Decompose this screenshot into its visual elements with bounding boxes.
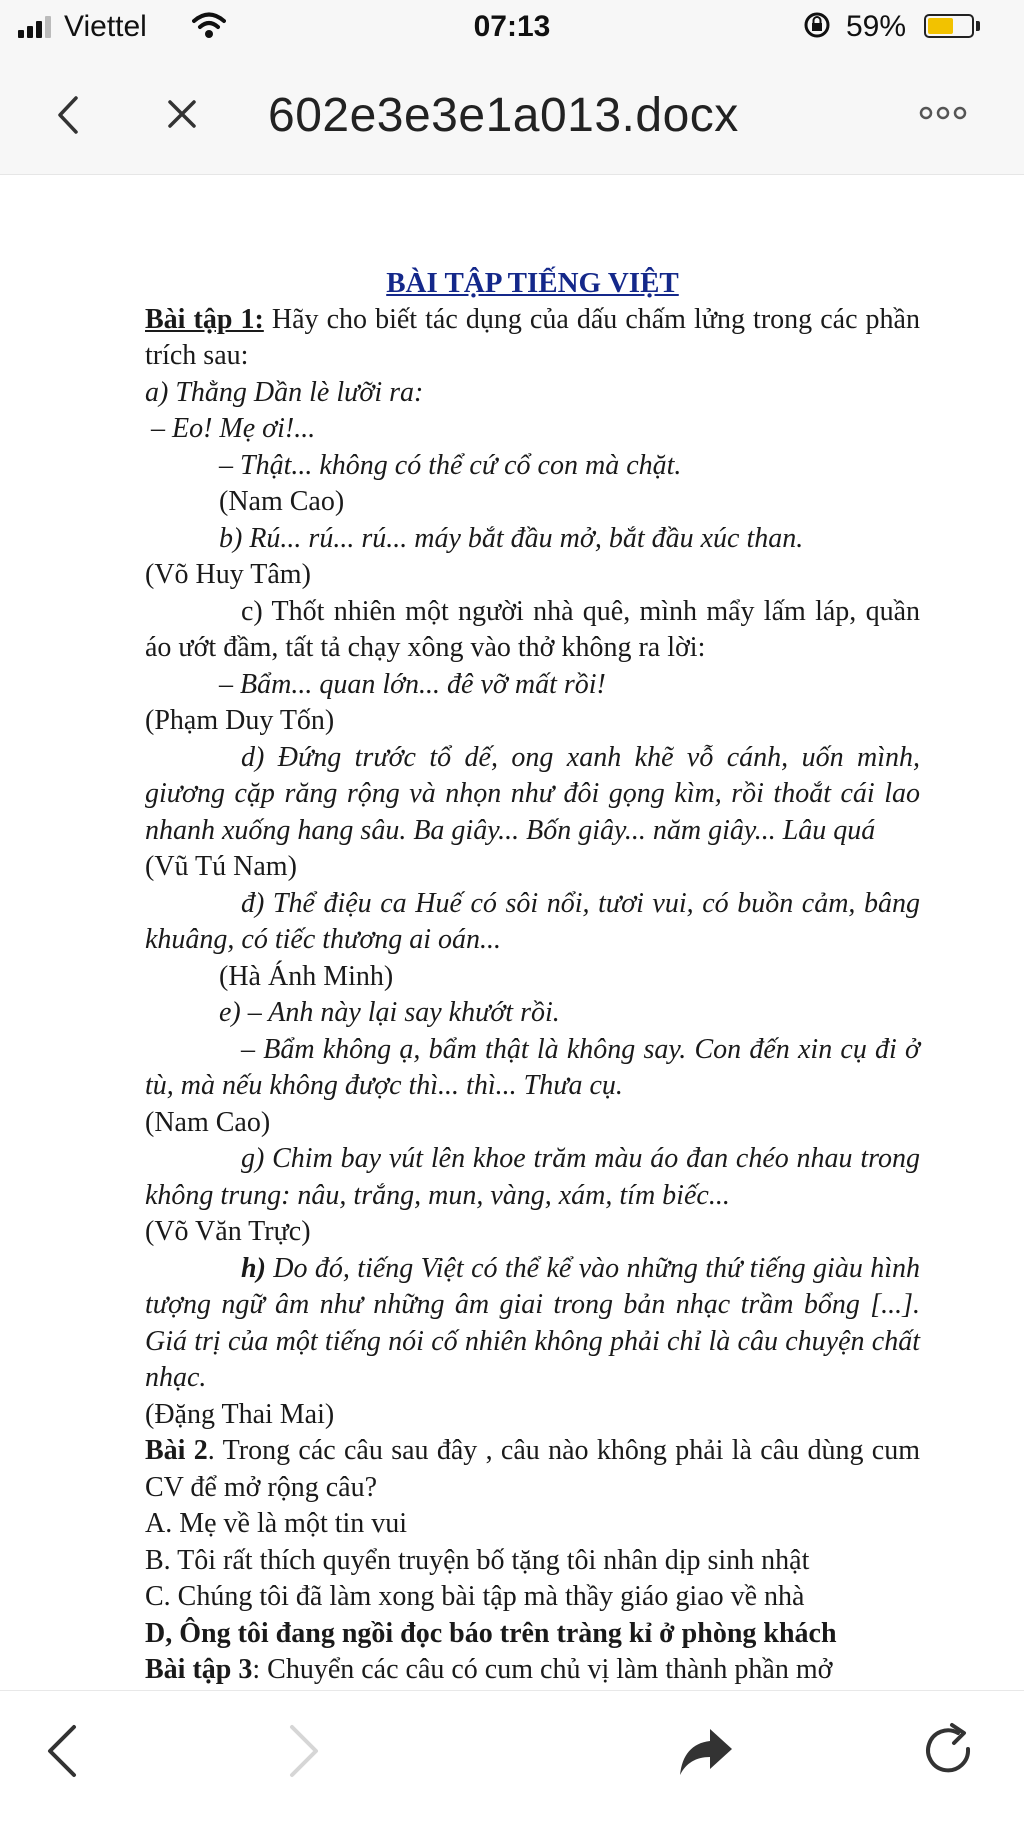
part-a: a) Thằng Dần lè lưỡi ra: — [145, 376, 424, 408]
exercise-1 — [145, 302, 920, 375]
back-chevron-icon[interactable] — [48, 90, 88, 140]
part-c-quote: – Bẩm... quan lớn... đê vỡ mất rồi! — [219, 668, 606, 700]
exercise-1-text: Hãy cho biết tác dụng của dấu chấm lửng trong các phần trích sau: — [145, 303, 920, 371]
part-e-source: (Nam Cao) — [145, 1106, 271, 1138]
part-c-source: (Phạm Duy Tốn) — [145, 705, 335, 736]
battery-tip — [976, 21, 980, 31]
close-icon[interactable] — [160, 92, 204, 136]
carrier-name: Viettel — [64, 10, 147, 43]
exercise-2-label: Bài 2 — [145, 1435, 208, 1466]
rotation-lock-icon — [802, 10, 832, 40]
exercise-3-text: : Chuyển các câu có cum chủ vị làm thành phần mở — [252, 1654, 833, 1685]
exercise-2-text: . Trong các câu sau đây , câu nào không phải là câu dùng cum CV để mở rộng câu? — [145, 1435, 920, 1503]
forward-arrow-icon[interactable] — [272, 1719, 332, 1783]
part-h-label: h) — [241, 1252, 266, 1284]
part-a-source: (Nam Cao) — [219, 486, 345, 517]
part-g-source: (Võ Văn Trực) — [145, 1216, 311, 1247]
exercise-2 — [145, 1433, 920, 1506]
share-icon[interactable] — [676, 1719, 736, 1783]
part-a-quote-2: – Thật... không có thể cứ cổ con mà chặt. — [219, 449, 682, 481]
option-b: B. Tôi rất thích quyển truyện bố tặng tôi nhân dịp sinh nhật — [145, 1544, 810, 1576]
exercise-1-label: Bài tập 1: — [145, 303, 264, 335]
option-d: D, Ông tôi đang ngồi đọc báo trên tràng kỉ ở phòng khách — [145, 1617, 837, 1649]
clock: 07:13 — [473, 10, 551, 43]
part-dd-source: (Hà Ánh Minh) — [219, 960, 394, 992]
part-e: e) – Anh này lại say khướt rồi. — [219, 997, 560, 1028]
part-h-text: Do đó, tiếng Việt có thể kể vào những thứ tiếng giàu hình tượng ngữ âm như những âm giai trong bản nhạc trầm bổng [...]. Giá trị của một tiếng nói cố nhiên không phải chỉ là câu chuyện chất nhạc. — [145, 1252, 920, 1393]
part-h-source: (Đặng Thai Mai) — [145, 1398, 335, 1430]
part-b-source: (Võ Huy Tâm) — [145, 559, 311, 590]
document-title: 602e3e3e1a013.docx — [268, 89, 739, 142]
option-c: C. Chúng tôi đã làm xong bài tập mà thầy giáo giao về nhà — [145, 1581, 805, 1612]
option-a: A. Mẹ về là một tin vui — [145, 1508, 408, 1539]
document-content — [145, 265, 920, 1689]
part-d-source: (Vũ Tú Nam) — [145, 851, 297, 882]
doc-heading: BÀI TẬP TIẾNG VIỆT — [386, 267, 679, 299]
part-dd: đ) Thể điệu ca Huế có sôi nổi, tươi vui, có buồn cảm, bâng khuâng, có tiếc thương ai oán... — [145, 887, 920, 955]
part-e-quote: – Bẩm không ạ, bẩm thật là không say. Con đến xin cụ đi ở tù, mà nếu không được thì... thì... Thưa cụ. — [145, 1033, 920, 1101]
back-arrow-icon[interactable] — [34, 1719, 94, 1783]
exercise-3 — [145, 1652, 920, 1689]
part-b: b) Rú... rú... rú... máy bắt đầu mở, bắt đầu xúc than. — [219, 522, 804, 554]
battery-icon — [924, 14, 974, 38]
part-h — [145, 1251, 920, 1397]
exercise-3-label: Bài tập 3 — [145, 1654, 253, 1685]
battery-percent: 59% — [846, 10, 907, 43]
reload-icon[interactable] — [920, 1719, 980, 1783]
nav-bar — [0, 56, 1024, 175]
part-g: g) Chim bay vút lên khoe trăm màu áo đan chéo nhau trong không trung: nâu, trắng, mun, vàng, xám, tím biếc... — [145, 1143, 920, 1211]
bottom-toolbar — [0, 1690, 1024, 1821]
part-a-quote-1: – Eo! Mẹ ơi!... — [151, 413, 316, 444]
part-c: c) Thốt nhiên một người nhà quê, mình mẩy lấm láp, quần áo ướt đầm, tất tả chạy xông vào thở không ra lời: — [145, 595, 920, 663]
status-bar — [0, 0, 1024, 56]
more-dots-icon[interactable] — [918, 102, 968, 124]
part-d: d) Đứng trước tổ dế, ong xanh khẽ vỗ cánh, uốn mình, giương cặp răng rộng và nhọn như đôi gọng kìm, rồi thoắt cái lao nhanh xuống hang sâu. Ba giây... Bốn giây... năm giây... Lâu quá — [145, 741, 920, 846]
